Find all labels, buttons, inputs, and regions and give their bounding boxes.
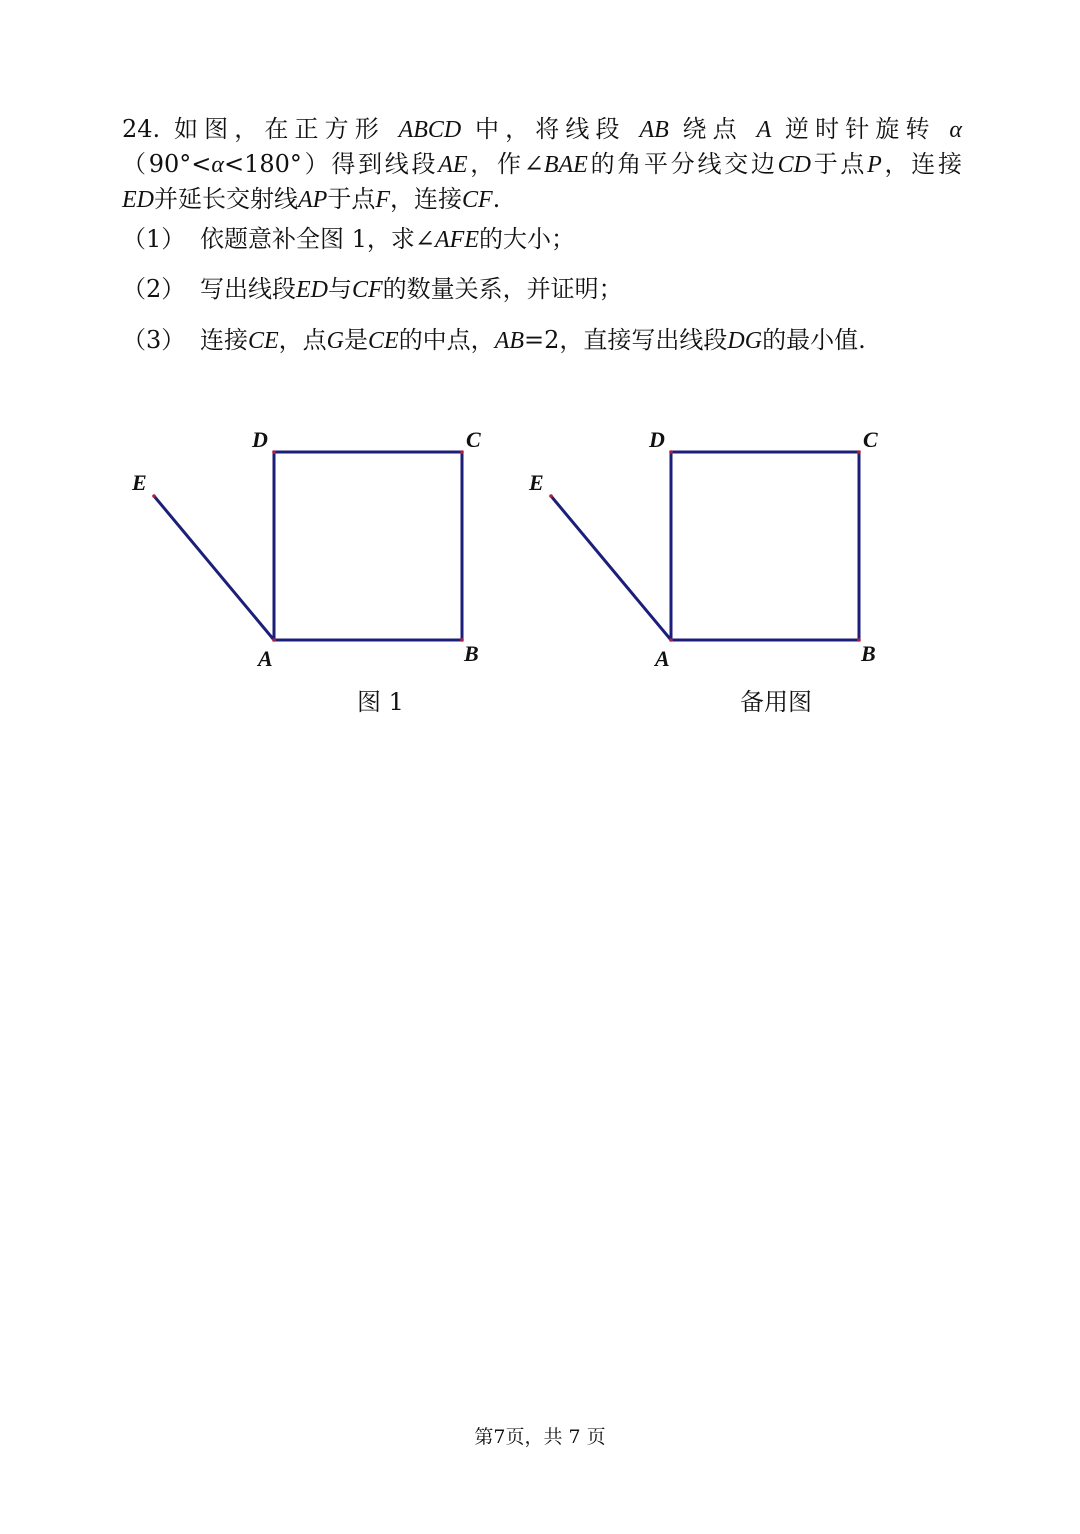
label-d: D [649, 427, 665, 452]
page-footer: 第7页，共 7 页 [474, 1426, 606, 1448]
question-3: （3） 连接CE，点G是CE的中点，AB=2，直接写出线段DG的最小值. [122, 326, 866, 354]
square-abcd [274, 452, 462, 640]
vertex-e [152, 494, 156, 498]
label-b: B [464, 641, 479, 666]
vertex-c [460, 450, 464, 454]
figure-backup-caption: 备用图 [740, 688, 812, 716]
figure-1-diagram [120, 420, 500, 680]
vertex-e [549, 494, 553, 498]
question-1: （1） 依题意补全图 1，求∠AFE的大小； [122, 225, 575, 253]
label-a: A [655, 646, 670, 671]
problem-number: 24. [122, 115, 161, 143]
vertex-c [857, 450, 861, 454]
figure-backup [517, 420, 897, 680]
vertex-a [272, 638, 276, 642]
segment-ae [154, 496, 274, 640]
vertex-d [669, 450, 673, 454]
label-c: C [466, 427, 481, 452]
vertex-a [669, 638, 673, 642]
label-d: D [252, 427, 268, 452]
label-a: A [258, 646, 273, 671]
segment-ae [551, 496, 671, 640]
label-e: E [529, 470, 544, 495]
figure-1-caption: 图 1 [357, 688, 404, 716]
problem-statement [122, 112, 962, 217]
vertex-d [272, 450, 276, 454]
label-c: C [863, 427, 878, 452]
figure-backup-diagram [517, 420, 897, 680]
label-e: E [132, 470, 147, 495]
problem-line-2: （90°<α<180°）得到线段AE，作∠BAE的角平分线交边CD于点P，连接 [122, 150, 962, 178]
square-abcd [671, 452, 859, 640]
figure-1 [120, 420, 500, 680]
question-2: （2） 写出线段ED与CF的数量关系，并证明； [122, 275, 623, 303]
label-b: B [861, 641, 876, 666]
problem-line-1: 24. 如图，在正方形 ABCD 中，将线段 AB 绕点 A 逆时针旋转 α [122, 115, 963, 143]
problem-line-3: ED并延长交射线AP于点F，连接CF. [122, 185, 501, 213]
